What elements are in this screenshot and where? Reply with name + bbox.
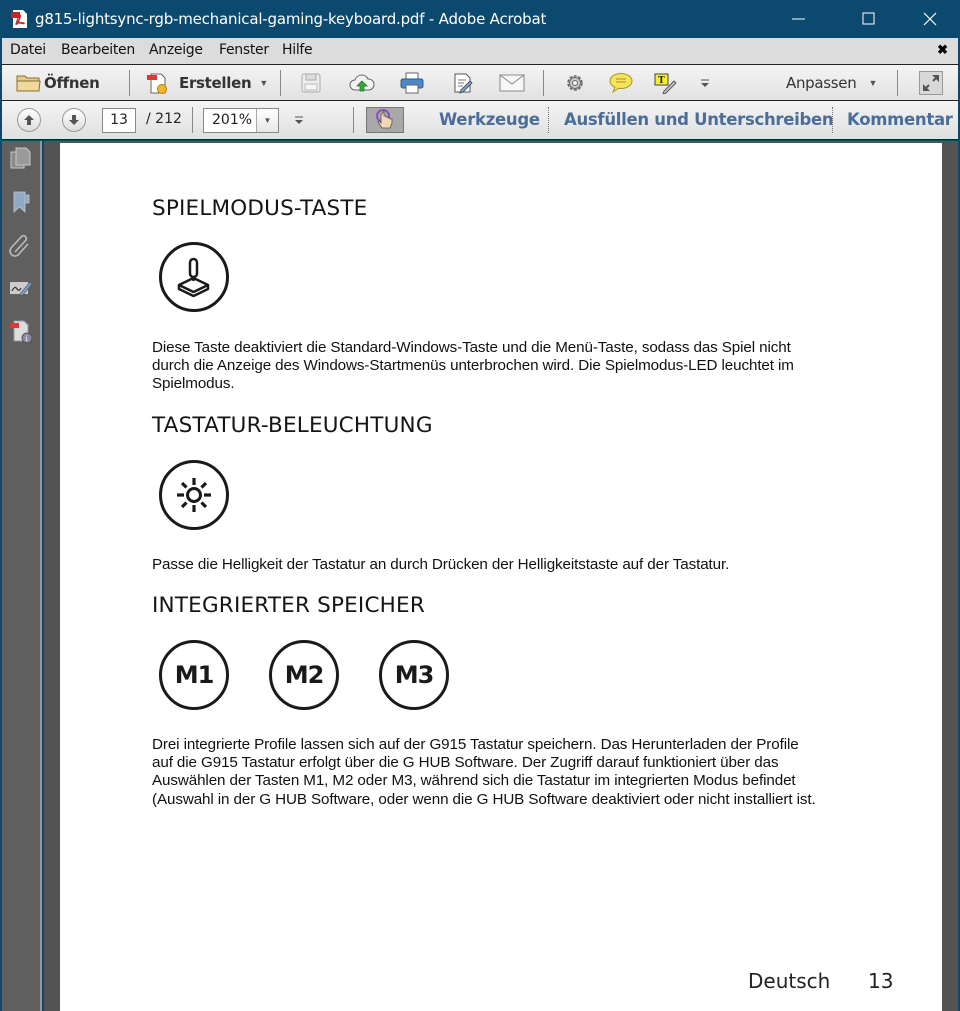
customize-label: Anpassen: [786, 73, 857, 92]
close-document-button[interactable]: ✖: [937, 42, 948, 57]
document-info-icon[interactable]: [8, 318, 34, 344]
toolbar-separator: [192, 107, 193, 133]
svg-text:i: i: [25, 335, 28, 343]
paragraph-line: Spielmodus.: [152, 375, 235, 393]
cloud-upload-button[interactable]: [349, 65, 375, 100]
menu-fenster[interactable]: Fenster: [219, 42, 269, 58]
arrow-up-icon: [23, 114, 35, 126]
comment-icon: [609, 72, 633, 94]
previous-page-button[interactable]: [17, 108, 41, 132]
expand-icon: [919, 71, 943, 95]
menu-bearbeiten[interactable]: Bearbeiten: [61, 42, 135, 58]
paragraph-line: Drei integrierte Profile lassen sich auf der G915 Tastatur speichern. Das Herunterladen der Profile: [152, 736, 799, 753]
sun-glyph: [172, 473, 216, 517]
hand-tool-button[interactable]: [366, 107, 404, 133]
toolbar-separator: [897, 70, 898, 96]
section-heading-speicher: INTEGRIERTER SPEICHER: [152, 593, 425, 618]
highlight-text-button[interactable]: [654, 65, 678, 100]
zoom-select[interactable]: [203, 108, 279, 133]
signature-icon[interactable]: [8, 275, 34, 301]
edit-icon: [452, 72, 474, 94]
memory-key-m2-icon: [269, 640, 339, 710]
section-paragraph: [152, 736, 816, 809]
joystick-glyph: [172, 255, 216, 299]
hand-cursor-icon: [374, 109, 396, 131]
section-heading-beleuchtung: TASTATUR-BELEUCHTUNG: [152, 413, 433, 438]
memory-key-m3-icon: [379, 640, 449, 710]
navigation-pane: [2, 141, 42, 1011]
maximize-icon: [862, 12, 876, 26]
svg-text:T: T: [658, 75, 665, 86]
main-toolbar: [0, 64, 960, 101]
chevron-down-icon[interactable]: ▼: [256, 109, 278, 132]
bookmark-icon[interactable]: [8, 189, 34, 215]
more-icon: [294, 115, 304, 125]
create-button[interactable]: [146, 65, 268, 100]
mail-button[interactable]: [499, 65, 525, 100]
toolbar-separator: [832, 107, 833, 133]
navigation-toolbar: [0, 101, 960, 140]
mail-icon: [499, 74, 525, 92]
minimize-button[interactable]: [776, 0, 822, 38]
print-button[interactable]: [400, 65, 424, 100]
edit-button[interactable]: [452, 65, 474, 100]
customize-button[interactable]: [786, 65, 877, 100]
paragraph-line: Diese Taste deaktiviert die Standard-Windows-Taste und die Menü-Taste, sodass das Spiel nicht: [152, 339, 791, 356]
tab-werkzeuge[interactable]: Werkzeuge: [439, 110, 540, 129]
memory-key-label: M3: [394, 661, 434, 689]
memory-key-label: M2: [284, 661, 324, 689]
title-bar: [0, 0, 960, 38]
page-total: / 212: [146, 111, 182, 127]
zoom-value: 201%: [212, 112, 253, 128]
acrobat-pdf-icon: [10, 9, 30, 29]
gear-icon: [564, 72, 586, 94]
folder-icon: [16, 73, 42, 93]
pdf-page: [60, 143, 942, 1011]
settings-button[interactable]: [564, 65, 586, 100]
section-heading-spielmodus: SPIELMODUS-TASTE: [152, 196, 368, 221]
maximize-button[interactable]: [846, 0, 892, 38]
comment-button[interactable]: [609, 65, 633, 100]
memory-key-label: M1: [174, 661, 214, 689]
toolbar-separator: [353, 107, 354, 133]
chevron-down-icon: ▼: [259, 77, 269, 88]
more-icon: [700, 78, 710, 88]
create-pdf-icon: [146, 71, 170, 95]
more-tools-button[interactable]: [700, 65, 710, 100]
section-paragraph: [152, 339, 794, 394]
memory-key-m1-icon: [159, 640, 229, 710]
save-icon: [300, 72, 322, 94]
menu-hilfe[interactable]: Hilfe: [282, 42, 313, 58]
paragraph-line: (Auswahl in der G HUB Software, oder wenn die G HUB Software deaktiviert oder nicht installiert ist.: [152, 790, 816, 808]
attachment-icon[interactable]: [8, 232, 34, 258]
menu-anzeige[interactable]: Anzeige: [149, 42, 203, 58]
toolbar-separator: [280, 70, 281, 96]
close-icon: [923, 12, 937, 26]
expand-button[interactable]: [919, 65, 943, 100]
document-viewport[interactable]: [44, 141, 958, 1011]
highlight-icon: [654, 72, 678, 94]
next-page-button[interactable]: [62, 108, 86, 132]
cloud-upload-icon: [349, 72, 375, 94]
open-label: Öffnen: [44, 73, 100, 92]
toolbar-separator: [129, 70, 130, 96]
arrow-down-icon: [68, 114, 80, 126]
tab-kommentar[interactable]: Kommentar: [847, 110, 953, 129]
menu-datei[interactable]: Datei: [10, 42, 46, 58]
toolbar-separator: [543, 70, 544, 96]
close-button[interactable]: [907, 0, 953, 38]
tab-ausfuellen-und-unterschreiben[interactable]: Ausfüllen und Unterschreiben: [564, 110, 834, 129]
pages-icon[interactable]: [8, 145, 34, 171]
more-nav-button[interactable]: [294, 101, 304, 138]
page-number-input[interactable]: 13: [102, 108, 136, 133]
menu-bar: [0, 38, 960, 64]
chevron-down-icon: ▼: [868, 77, 878, 88]
footer-language: Deutsch: [748, 969, 831, 993]
paragraph-line: Auswählen der Tasten M1, M2 oder M3, während sich die Tastatur im integrierten Modus befindet: [152, 772, 796, 790]
footer-page-number: 13: [868, 969, 894, 993]
minimize-icon: [792, 12, 806, 26]
create-label: Erstellen: [179, 73, 252, 92]
open-button[interactable]: [16, 65, 100, 100]
paragraph-line: auf die G915 Tastatur erfolgt über die G HUB Software. Der Zugriff darauf funktioniert über das: [152, 754, 779, 772]
window-title: g815-lightsync-rgb-mechanical-gaming-keyboard.pdf - Adobe Acrobat: [35, 10, 547, 28]
toolbar-separator: [548, 107, 549, 133]
print-icon: [400, 72, 424, 94]
section-paragraph: [152, 556, 729, 574]
save-button[interactable]: [300, 65, 322, 100]
paragraph-line: durch die Anzeige des Windows-Startmenüs unterbrochen wird. Die Spielmodus-LED leuchtet im: [152, 357, 794, 375]
paragraph-line: Passe die Helligkeit der Tastatur an durch Drücken der Helligkeitstaste auf der Tastatur.: [152, 556, 730, 573]
brightness-icon: [159, 460, 229, 530]
joystick-icon: [159, 242, 229, 312]
